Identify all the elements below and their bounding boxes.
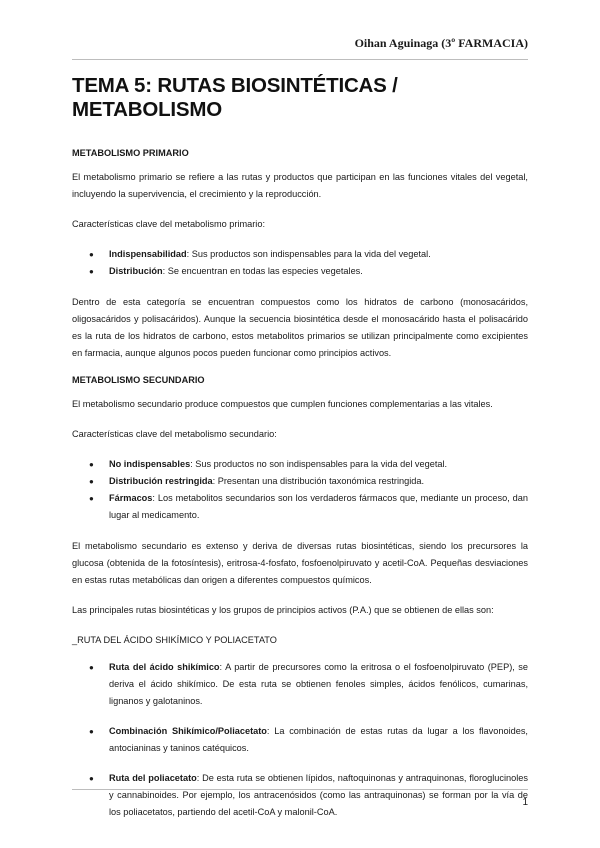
secundario-intro: El metabolismo secundario produce compuestos que cumplen funciones complementarias a las vitales. <box>72 399 493 409</box>
list-item: ● Distribución restringida: Presentan una distribución taxonómica restringida. <box>109 473 528 490</box>
header-author: Oihan Aguinaga (3º FARMACIA) <box>354 36 528 50</box>
page-number: 1 <box>522 797 528 808</box>
document-body <box>72 74 528 835</box>
header-divider <box>72 59 528 60</box>
list-item: ● Ruta del poliacetato: De esta ruta se obtienen lípidos, naftoquinonas y antraquinonas, floroglucinoles y cannabinoides. Por ejemplo, los antracenósidos (como las antraquinonas) se forman por la vía de los poliacetatos, partiendo del acetil-CoA y malonil-CoA. <box>109 770 528 821</box>
list-item: ● Combinación Shikímico/Poliacetato: La combinación de estas rutas da lugar a los flavonoides, antocianinas y taninos catéquicos. <box>109 723 528 757</box>
primario-intro: El metabolismo primario se refiere a las rutas y productos que participan en las funciones vitales del vegetal, incluyendo la supervivencia, el crecimiento y la reproducción. <box>72 172 528 199</box>
section-heading-primario: METABOLISMO PRIMARIO <box>72 148 189 158</box>
list-item: ● Distribución: Se encuentran en todas las especies vegetales. <box>109 263 528 280</box>
page-title: TEMA 5: RUTAS BIOSINTÉTICAS / METABOLISMO <box>72 74 398 121</box>
primario-caracteristicas-intro: Características clave del metabolismo primario: <box>72 219 266 229</box>
footer-divider <box>72 789 528 790</box>
secundario-paragraph: El metabolismo secundario es extenso y deriva de diversas rutas biosintéticas, siendo los precursores la glucosa (obtenida de la fotosíntesis), eritrosa-4-fosfato, fosfoenolpiruvato y acetil-CoA. Pequeñas desviaciones en estas rutas metabólicas dan origen a diferentes compuestos químicos. <box>72 541 528 585</box>
primario-paragraph: Dentro de esta categoría se encuentran compuestos como los hidratos de carbono (monosacáridos, oligosacáridos y polisacáridos). Aunque la secuencia biosintética desde el monosacárido hasta el polisacárido es la ruta de los hidratos de carbono, estos metabolitos primarios se utilizan principalmente como excipientes en farmacia, aunque algunos pocos pueden funcionar como principios activos. <box>72 297 528 358</box>
list-item: ● Indispensabilidad: Sus productos son indispensables para la vida del vegetal. <box>109 246 528 263</box>
section-heading-secundario: METABOLISMO SECUNDARIO <box>72 375 205 385</box>
list-item: ● Ruta del ácido shikímico: A partir de precursores como la eritrosa o el fosfoenolpiruvato (PEP), se deriva el ácido shikímico. De esta ruta se obtienen fenoles simples, ácidos fenólicos, cumarinas, lignanos y galotaninos. <box>109 659 528 710</box>
list-item: ● No indispensables: Sus productos no son indispensables para la vida del vegetal. <box>109 456 528 473</box>
list-item: ● Fármacos: Los metabolitos secundarios son los verdaderos fármacos que, mediante un proceso, dan lugar al medicamento. <box>109 490 528 524</box>
ruta-list <box>72 659 528 821</box>
secundario-caracteristicas-intro: Características clave del metabolismo secundario: <box>72 429 277 439</box>
secundario-list <box>72 456 528 524</box>
rutas-intro: Las principales rutas biosintéticas y los grupos de principios activos (P.A.) que se obtienen de ellas son: <box>72 605 494 615</box>
primario-list <box>72 246 528 280</box>
subsection-heading-ruta: _RUTA DEL ÁCIDO SHIKÍMICO Y POLIACETATO <box>72 635 277 645</box>
